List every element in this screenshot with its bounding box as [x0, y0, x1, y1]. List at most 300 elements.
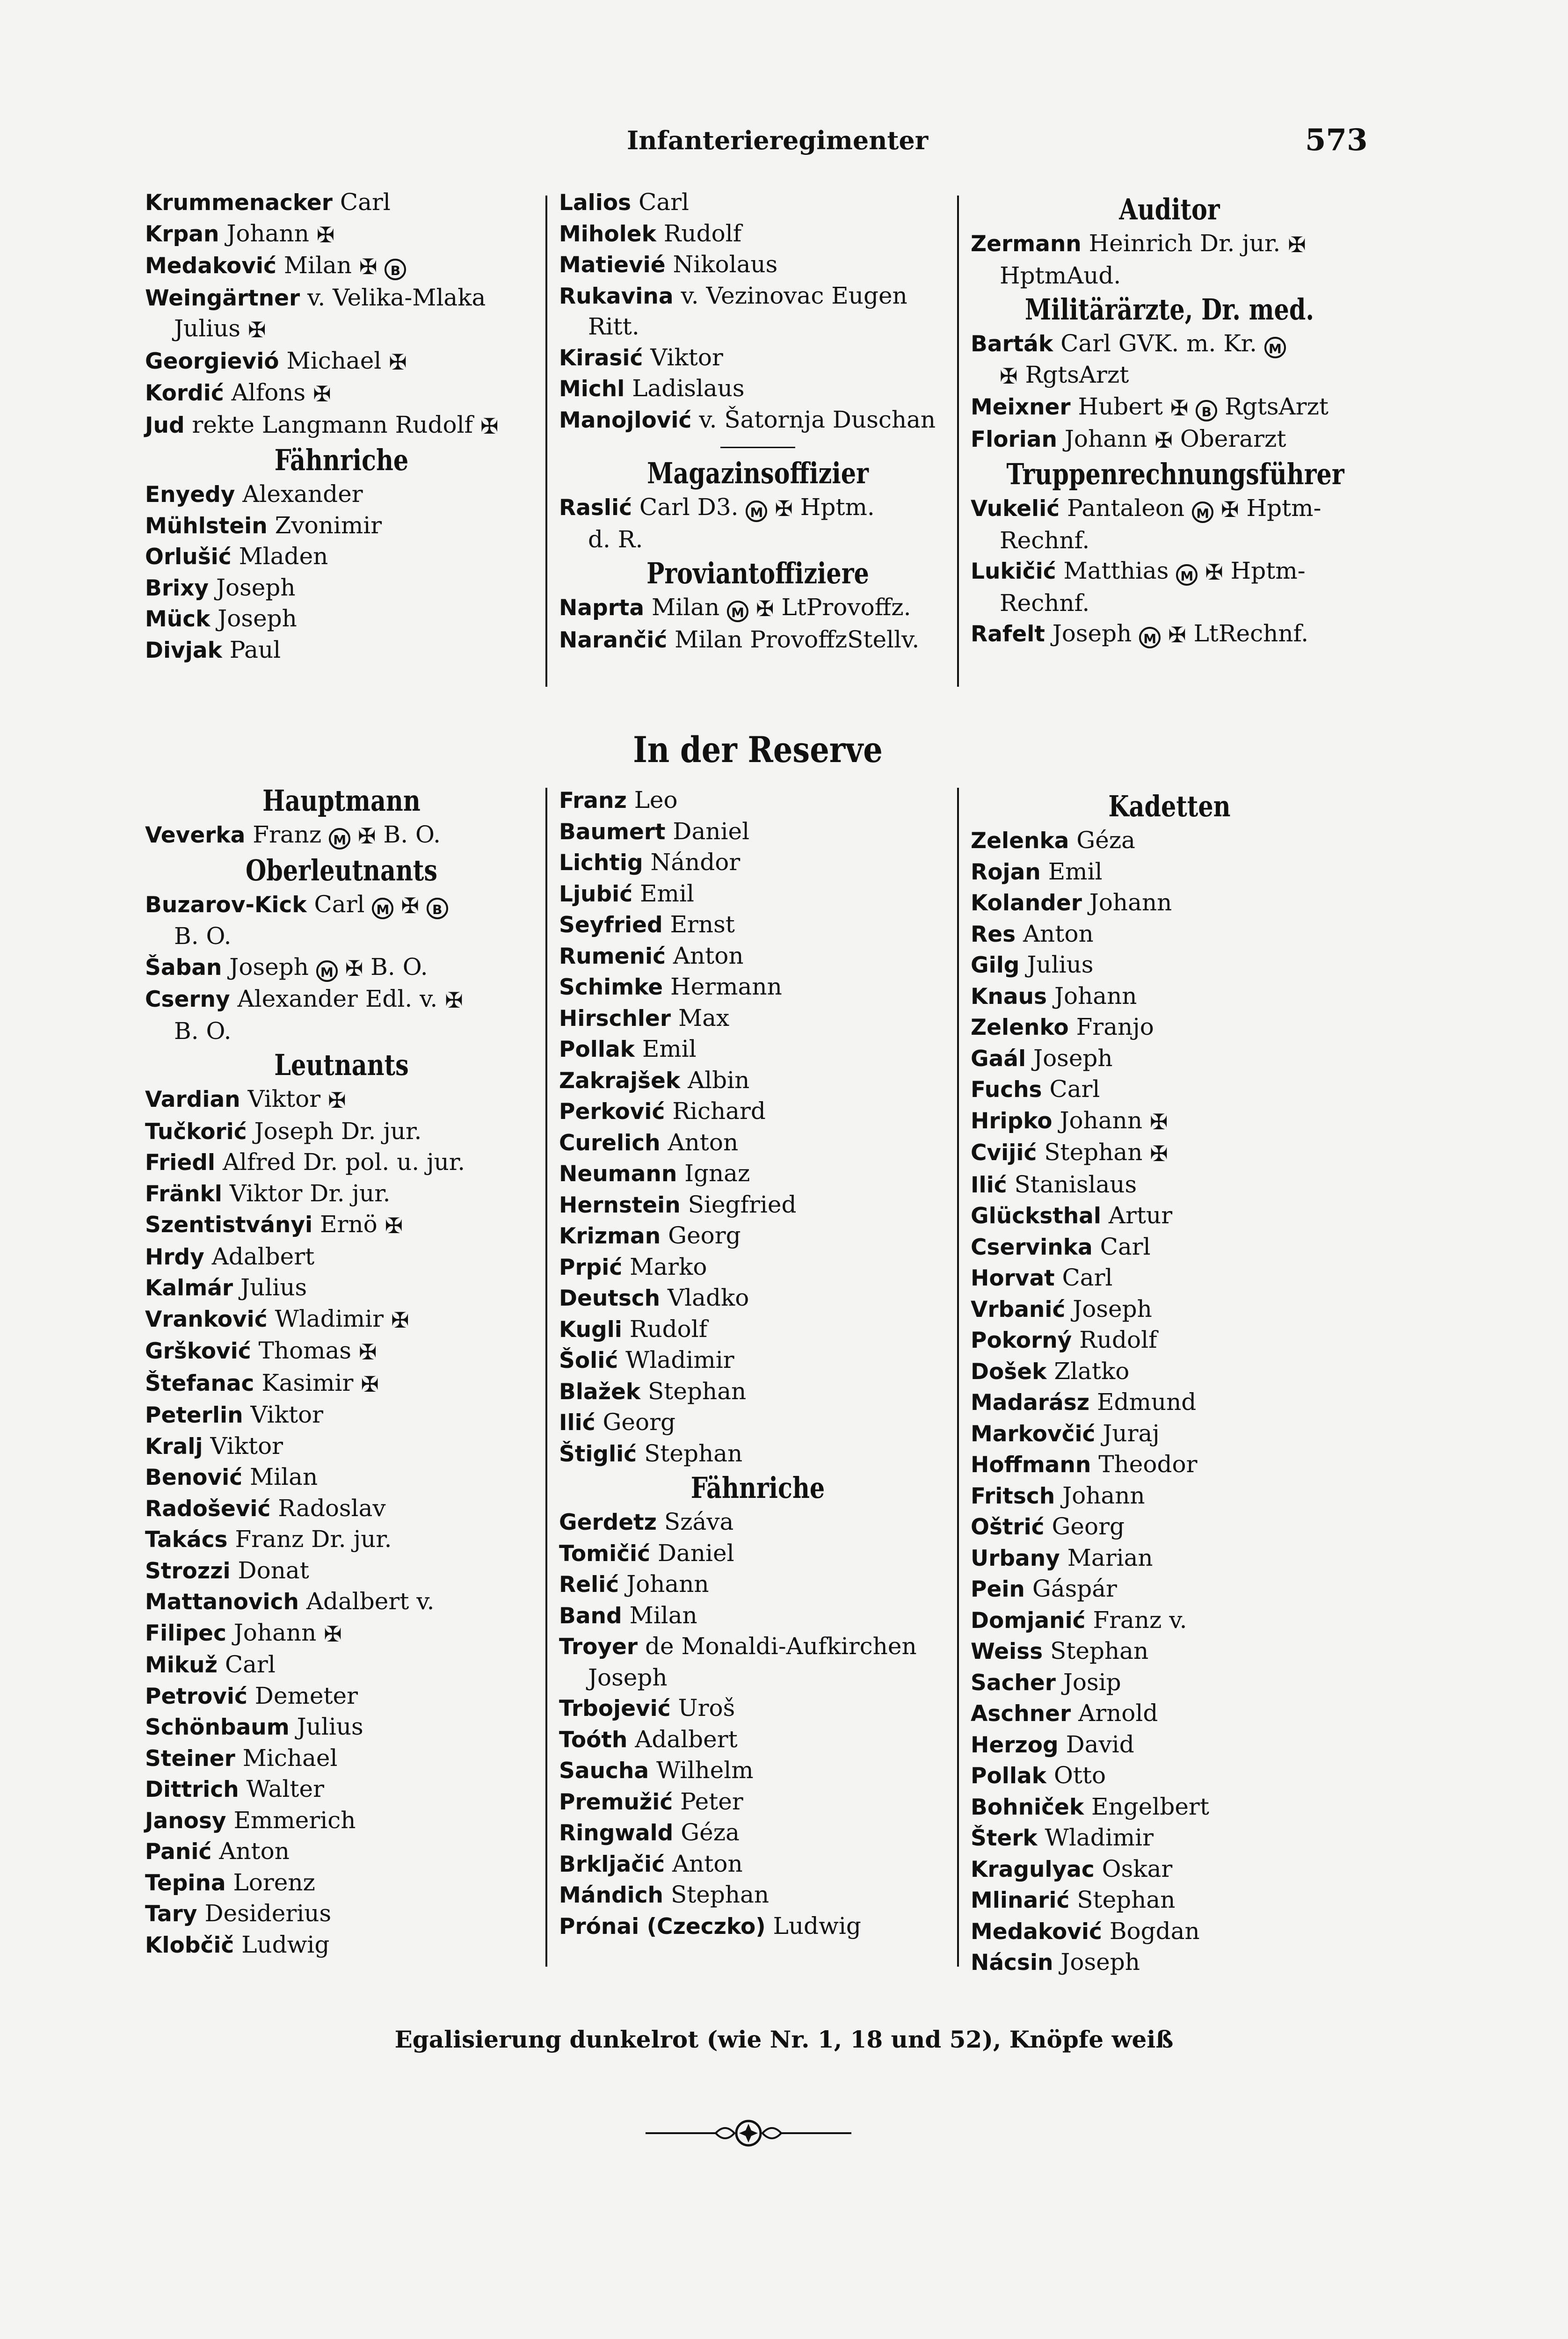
list-item	[971, 1012, 1368, 1043]
section-heading: Hauptmann	[262, 784, 421, 818]
surname: Premužić	[559, 1789, 673, 1815]
given-name: Rechnf.	[1000, 526, 1090, 554]
list-item	[559, 1693, 957, 1724]
list-item	[971, 1418, 1368, 1450]
list-item	[971, 1043, 1368, 1075]
given-name: Joseph	[218, 605, 297, 632]
surname: Kragulyac	[971, 1856, 1095, 1882]
list-item	[145, 218, 538, 251]
column-upper-middle	[559, 187, 957, 655]
surname: Buzarov-Kick	[145, 892, 307, 918]
given-name: Georg	[1052, 1513, 1125, 1540]
running-head: Infanterieregimenter	[627, 125, 929, 155]
given-name: Adalbert	[211, 1242, 315, 1270]
surname: Saucha	[559, 1758, 649, 1784]
surname: Narančić	[559, 627, 668, 653]
surname: Mattanovich	[145, 1589, 299, 1615]
given-name: Emmerich	[233, 1806, 356, 1834]
surname: Štefanac	[145, 1370, 254, 1396]
given-name: Julius	[297, 1713, 363, 1740]
merit-cross-icon: ✠	[316, 222, 335, 247]
circled-m-icon: M	[329, 828, 350, 850]
entry-continuation	[559, 524, 957, 555]
merit-cross-icon: ✠	[401, 893, 419, 918]
given-name: Zlatko	[1054, 1357, 1130, 1385]
given-name: Paul	[229, 636, 281, 663]
column-lower-middle	[559, 785, 957, 1942]
section-heading: Proviantoffiziere	[646, 556, 869, 590]
list-item	[559, 592, 957, 625]
given-name: Milan ProvoffzStellv.	[675, 625, 920, 653]
surname: Toóth	[559, 1727, 628, 1753]
surname: Relić	[559, 1572, 619, 1598]
given-name: Milan	[283, 252, 352, 279]
surname: Mühlstein	[145, 513, 268, 539]
list-item	[145, 952, 538, 984]
list-item	[559, 879, 957, 910]
given-name: Nikolaus	[673, 251, 778, 278]
merit-cross-icon: ✠	[775, 496, 793, 521]
surname: Peterlin	[145, 1402, 243, 1428]
surname: Horvat	[971, 1265, 1055, 1291]
list-item	[559, 1252, 957, 1283]
list-item	[971, 1947, 1368, 1978]
surname: Došek	[971, 1358, 1047, 1385]
list-item	[145, 1524, 538, 1555]
surname: Szentistványi	[145, 1212, 313, 1238]
list-item	[971, 618, 1368, 651]
given-name: Joseph	[229, 953, 309, 981]
list-item	[559, 1569, 957, 1600]
list-item	[145, 603, 538, 635]
given-name: Ritt.	[588, 313, 639, 340]
surname: Schönbaum	[145, 1714, 290, 1740]
given-name: Bogdan	[1109, 1917, 1200, 1945]
given-name: Siegfried	[688, 1191, 797, 1218]
merit-cross-icon: ✠	[389, 349, 407, 375]
list-item	[559, 1755, 957, 1787]
given-name: Joseph	[1073, 1295, 1152, 1322]
surname: Fränkl	[145, 1181, 222, 1207]
surname: Cservinka	[971, 1234, 1093, 1260]
list-item	[145, 1272, 538, 1304]
surname: Trbojević	[559, 1696, 671, 1722]
section-heading: Auditor	[1119, 192, 1220, 226]
given-name: Julius	[240, 1274, 307, 1301]
column-lower-left	[145, 782, 538, 1961]
list-item	[971, 1698, 1368, 1729]
surname: Troyer	[559, 1634, 638, 1660]
merit-cross-icon: ✠	[1221, 497, 1239, 522]
entry-continuation	[145, 921, 538, 952]
surname: Klobčič	[145, 1932, 234, 1958]
given-name: Mladen	[239, 543, 328, 570]
given-name: Zvonimir	[275, 511, 382, 539]
merit-cross-icon: ✠	[480, 413, 499, 439]
given-name: Carl GVK. m. Kr.	[1060, 330, 1257, 357]
given-name: Max	[678, 1004, 730, 1031]
given-name: Demeter	[254, 1682, 358, 1709]
merit-cross-icon: ✠	[358, 1339, 377, 1365]
circled-b-icon: B	[385, 259, 406, 280]
surname: Baumert	[559, 819, 666, 845]
list-item	[559, 1127, 957, 1159]
circled-m-icon: M	[316, 960, 338, 982]
given-name: Edmund	[1096, 1388, 1197, 1416]
given-name: Anton	[673, 942, 744, 969]
given-name: Rudolf	[663, 219, 742, 247]
given-name: Pantaleon	[1067, 494, 1185, 522]
surname: Rukavina	[559, 283, 674, 309]
given-name: Lorenz	[233, 1868, 315, 1896]
given-name: Vladko	[668, 1284, 749, 1311]
given-name: Stanislaus	[1014, 1170, 1137, 1198]
given-name: HptmAud.	[1000, 262, 1121, 289]
list-item	[971, 328, 1368, 360]
surname: Neumann	[559, 1161, 677, 1187]
rank-note: Oberarzt	[1180, 425, 1286, 452]
given-name: Carl	[1100, 1233, 1151, 1260]
column-upper-right	[971, 191, 1368, 651]
surname: Band	[559, 1603, 622, 1629]
list-item	[145, 1147, 538, 1178]
surname: Friedl	[145, 1150, 216, 1176]
surname: Georgievió	[145, 348, 279, 374]
surname: Šterk	[971, 1825, 1038, 1851]
surname: Herzog	[971, 1732, 1059, 1758]
given-name: Száva	[664, 1508, 734, 1535]
given-name: Daniel	[657, 1539, 734, 1567]
list-item	[971, 1760, 1368, 1792]
given-name: v. Vezinovac Eugen	[681, 282, 907, 309]
given-name: Carl	[314, 890, 365, 918]
surname: Prpić	[559, 1254, 623, 1280]
given-name: Alexander Edl. v.	[237, 985, 438, 1012]
column-rule	[545, 196, 547, 687]
surname: Tepina	[145, 1870, 226, 1896]
given-name: rekte Langmann Rudolf	[192, 411, 473, 438]
given-name: Matthias	[1063, 557, 1169, 584]
list-item	[145, 1774, 538, 1805]
given-name: Viktor	[250, 1401, 324, 1428]
surname: Pokorný	[971, 1328, 1072, 1353]
list-item	[145, 541, 538, 573]
entry-continuation	[971, 525, 1368, 556]
list-item	[145, 1116, 538, 1148]
given-name: Carl D3.	[639, 494, 739, 521]
list-item	[559, 1283, 957, 1314]
surname: Pollak	[559, 1037, 635, 1062]
list-item	[559, 373, 957, 405]
list-item	[559, 847, 957, 879]
given-name: Georg	[603, 1409, 676, 1436]
section-heading: Oberleutnants	[245, 853, 438, 887]
list-item	[971, 919, 1368, 950]
surname: Glücksthal	[971, 1203, 1101, 1229]
given-name: Carl	[1049, 1075, 1100, 1103]
given-name: Joseph	[588, 1663, 668, 1691]
list-item	[971, 1823, 1368, 1854]
circled-m-icon: M	[746, 501, 767, 522]
merit-cross-icon: ✠	[345, 955, 363, 981]
merit-cross-icon: ✠	[1149, 1109, 1168, 1134]
short-rule	[720, 447, 795, 448]
surname: Brixy	[145, 575, 209, 601]
given-name: Stephan	[648, 1377, 747, 1405]
merit-cross-icon: ✠	[1168, 622, 1186, 647]
list-item	[559, 625, 957, 656]
given-name: Joseph Dr. jur.	[254, 1117, 422, 1145]
given-name: Carl	[340, 189, 391, 216]
section-heading: Fähnriche	[274, 443, 409, 477]
surname: Hoffmann	[971, 1452, 1091, 1478]
surname: Mándich	[559, 1882, 664, 1908]
given-name: Nándor	[650, 849, 740, 876]
given-name: Leo	[634, 786, 678, 814]
list-item	[559, 1096, 957, 1127]
surname: Markovčić	[971, 1421, 1096, 1447]
list-item	[145, 889, 538, 922]
surname: Zelenko	[971, 1015, 1069, 1040]
surname: Veverka	[145, 822, 246, 848]
entry-continuation	[559, 1663, 957, 1693]
surname: Dittrich	[145, 1777, 239, 1802]
surname: Krpan	[145, 221, 219, 247]
circled-b-icon: B	[427, 898, 448, 919]
section-heading: Magazinsoffizier	[647, 456, 869, 490]
surname: Brkljačić	[559, 1851, 665, 1877]
surname: Filipec	[145, 1620, 226, 1646]
surname: Ringwald	[559, 1820, 674, 1846]
list-item	[145, 1836, 538, 1867]
surname: Raslić	[559, 495, 632, 521]
given-name: Rudolf	[1079, 1326, 1157, 1353]
surname: Franz	[559, 788, 627, 814]
given-name: Albin	[688, 1066, 750, 1094]
list-item	[971, 981, 1368, 1012]
merit-cross-icon: ✠	[248, 317, 266, 342]
given-name: Milan	[249, 1463, 318, 1490]
given-name: Uroš	[678, 1694, 735, 1722]
given-name: Johann	[1054, 982, 1137, 1010]
given-name: Stephan	[1050, 1637, 1149, 1664]
page-number: 573	[1305, 123, 1368, 158]
entry-continuation	[971, 261, 1368, 291]
surname: Lukičić	[971, 559, 1056, 584]
list-item	[559, 492, 957, 524]
surname: Petrović	[145, 1683, 247, 1709]
surname: Weiss	[971, 1639, 1043, 1664]
list-item	[971, 1263, 1368, 1294]
list-item	[145, 346, 538, 378]
given-name: Joseph	[1060, 1948, 1140, 1976]
list-item	[971, 1074, 1368, 1105]
given-name: Johann	[1089, 889, 1172, 916]
given-name: Marko	[630, 1253, 707, 1280]
list-item	[559, 1600, 957, 1632]
given-name: Heinrich Dr. jur.	[1089, 230, 1281, 257]
surname: Naprta	[559, 595, 645, 621]
given-name: Alfons	[231, 379, 306, 406]
list-item	[145, 1209, 538, 1242]
list-item	[971, 1636, 1368, 1667]
given-name: Johann	[626, 1570, 709, 1598]
list-item	[971, 1325, 1368, 1356]
surname: Florian	[971, 426, 1057, 452]
column-rule	[957, 788, 959, 1967]
list-item	[559, 1407, 957, 1438]
surname: Prónai (Czeczko)	[559, 1913, 766, 1939]
given-name: Viktor	[650, 343, 723, 371]
list-item	[145, 1242, 538, 1273]
given-name: Oskar	[1102, 1855, 1173, 1882]
given-name: Géza	[1076, 827, 1135, 854]
surname: Fuchs	[971, 1077, 1042, 1103]
rank-note: LtProvoffz.	[781, 594, 911, 621]
list-item	[971, 1356, 1368, 1387]
surname: Hernstein	[559, 1192, 681, 1218]
surname: Radošević	[145, 1496, 271, 1522]
surname: Rumenić	[559, 943, 666, 969]
surname: Medaković	[145, 253, 276, 279]
given-name: Hubert	[1078, 393, 1163, 420]
surname: Zermann	[971, 231, 1082, 257]
entry-continuation	[559, 312, 957, 342]
surname: Takács	[145, 1527, 228, 1553]
footer-note: Egalisierung dunkelrot (wie Nr. 1, 18 und 52), Knöpfe weiß	[394, 2026, 1174, 2053]
surname: Mikuž	[145, 1652, 218, 1678]
merit-cross-icon: ✠	[391, 1307, 409, 1333]
given-name: Alfred Dr. pol. u. jur.	[222, 1148, 465, 1176]
surname: Urbany	[971, 1545, 1060, 1571]
given-name: Joseph	[1033, 1044, 1113, 1072]
given-name: Ignaz	[684, 1160, 750, 1187]
given-name: Johann	[226, 219, 309, 247]
list-item	[145, 1431, 538, 1462]
list-item	[971, 493, 1368, 525]
given-name: Engelbert	[1091, 1793, 1209, 1820]
given-name: Julius	[174, 315, 241, 342]
column-rule	[545, 788, 547, 1967]
merit-cross-icon: ✠	[358, 823, 376, 849]
given-name: Johann	[1060, 1106, 1143, 1134]
surname: Kugli	[559, 1316, 622, 1343]
surname: Hripko	[971, 1108, 1053, 1134]
surname: Gaál	[971, 1046, 1026, 1072]
list-item	[971, 825, 1368, 857]
list-item	[145, 283, 538, 314]
given-name: Stephan	[1077, 1886, 1176, 1913]
ornament-divider-icon	[646, 2114, 851, 2152]
given-name: Joseph	[1052, 620, 1132, 647]
surname: Kirasić	[559, 345, 643, 371]
given-name: Hermann	[670, 973, 782, 1000]
given-name: Johann	[1064, 425, 1147, 452]
surname: Tary	[145, 1901, 197, 1927]
given-name: Johann	[233, 1619, 317, 1646]
surname: Aschner	[971, 1701, 1071, 1727]
list-item	[971, 1232, 1368, 1263]
surname: Bohniček	[971, 1794, 1084, 1820]
surname: Meixner	[971, 394, 1071, 420]
list-item	[145, 1462, 538, 1493]
given-name: Desiderius	[204, 1900, 332, 1927]
circled-m-icon: M	[1264, 337, 1286, 358]
given-name: Viktor	[210, 1432, 283, 1460]
given-name: d. R.	[588, 525, 643, 553]
list-item	[971, 1574, 1368, 1605]
merit-cross-icon: ✠	[445, 988, 463, 1013]
list-item	[971, 950, 1368, 981]
list-item	[971, 1916, 1368, 1947]
list-item	[559, 1911, 957, 1942]
surname: Cvijić	[971, 1140, 1037, 1166]
surname: Panić	[145, 1839, 212, 1865]
circled-b-icon: B	[1196, 400, 1217, 421]
given-name: Julius	[1027, 951, 1094, 978]
given-name: Carl	[1062, 1264, 1113, 1291]
list-item	[971, 1137, 1368, 1170]
surname: Hrdy	[145, 1244, 204, 1270]
list-item	[559, 1438, 957, 1470]
merit-cross-icon: ✠	[361, 1371, 379, 1397]
list-item	[559, 1003, 957, 1034]
surname: Medaković	[971, 1918, 1102, 1945]
surname: Šolić	[559, 1348, 618, 1373]
list-item	[559, 1220, 957, 1252]
surname: Miholek	[559, 221, 656, 247]
merit-cross-icon: ✠	[1150, 1141, 1168, 1166]
given-name: Kasimir	[261, 1369, 354, 1396]
given-name: Viktor Dr. jur.	[229, 1179, 391, 1207]
surname: Orlušić	[145, 544, 232, 570]
surname: Jud	[145, 412, 185, 438]
surname: Janosy	[145, 1808, 226, 1834]
list-item	[145, 187, 538, 218]
rank-note: Hptm-	[1246, 494, 1321, 522]
surname: Steiner	[145, 1745, 235, 1772]
list-item	[145, 1336, 538, 1368]
given-name: Adalbert	[635, 1725, 738, 1753]
surname: Vukelić	[971, 496, 1060, 522]
given-name: de Monaldi-Aufkirchen	[645, 1633, 917, 1660]
surname: Gerdetz	[559, 1510, 657, 1535]
list-item	[559, 1034, 957, 1065]
given-name: Ludwig	[773, 1912, 861, 1939]
given-name: Rechnf.	[1000, 589, 1090, 617]
surname: Hirschler	[559, 1005, 671, 1031]
list-item	[559, 1538, 957, 1569]
surname: Weingärtner	[145, 285, 300, 311]
list-item	[971, 1667, 1368, 1699]
list-item	[145, 1898, 538, 1930]
given-name: Georg	[668, 1222, 741, 1249]
given-name: Anton	[1023, 920, 1094, 947]
list-item	[559, 909, 957, 941]
merit-cross-icon: ✠	[1000, 363, 1018, 389]
circled-m-icon: M	[1176, 564, 1198, 586]
list-item	[971, 1885, 1368, 1916]
section-heading: Militärärzte, Dr. med.	[1024, 292, 1314, 327]
given-name: B. O.	[174, 1017, 232, 1045]
surname: Deutsch	[559, 1286, 661, 1311]
rank-note: B. O.	[383, 821, 441, 848]
surname: Ilić	[559, 1410, 595, 1436]
list-item	[145, 1304, 538, 1336]
surname: Štiglić	[559, 1441, 637, 1467]
list-item	[971, 1854, 1368, 1885]
list-item	[145, 573, 538, 604]
